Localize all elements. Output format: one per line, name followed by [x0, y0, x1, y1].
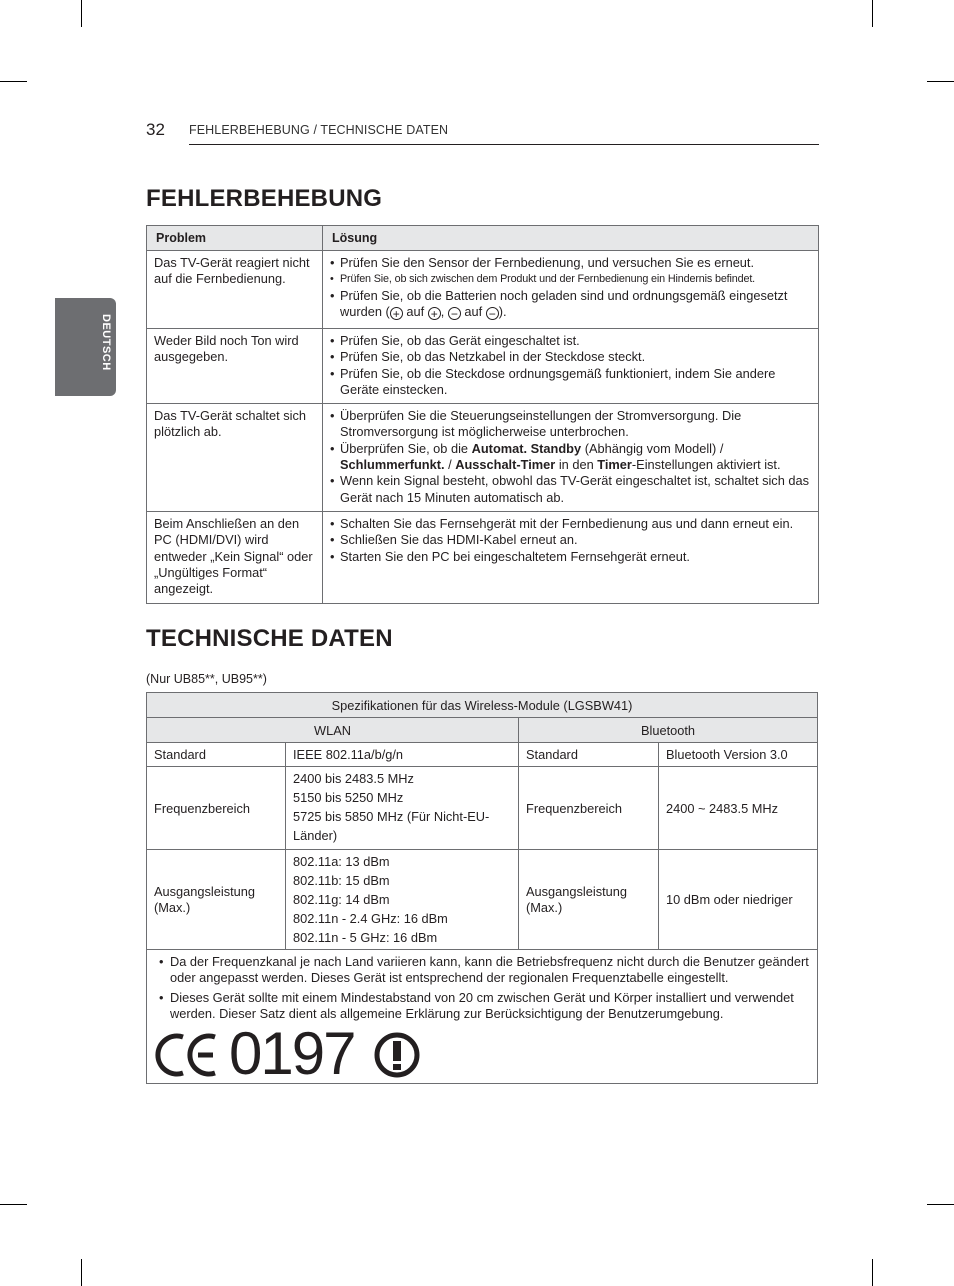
solution-text: ).: [498, 303, 507, 319]
crop-mark: [872, 1259, 873, 1286]
table-row: [147, 404, 819, 512]
menu-term: Automat. Standby: [471, 440, 582, 456]
spec-line: 802.11a: 13 dBm: [293, 854, 390, 869]
notes-cell: [147, 950, 818, 1088]
solution-text: (Abhängig vom Modell) /: [584, 440, 724, 456]
solution-cell: [323, 329, 819, 404]
alert-mark-icon: [373, 1031, 421, 1079]
problem-cell: Das TV-Gerät schaltet sich plötzlich ab.: [147, 404, 323, 512]
column-header-problem: Problem: [147, 226, 323, 251]
column-header-solution: Lösung: [323, 226, 819, 251]
model-note: (Nur UB85**, UB95**): [146, 672, 267, 686]
plus-circle-icon: +: [428, 307, 441, 320]
spec-line: 802.11g: 14 dBm: [293, 892, 390, 907]
crop-mark: [0, 1204, 27, 1205]
solution-cell: [323, 512, 819, 604]
solution-item: • Prüfen Sie den Sensor der Fernbedienung, und versuchen Sie es erneut.: [330, 255, 812, 271]
solution-item: [330, 441, 812, 474]
running-title: FEHLERBEHEBUNG / TECHNISCHE DATEN: [189, 123, 449, 137]
spec-line: 802.11b: 15 dBm: [293, 873, 390, 888]
crop-mark: [81, 0, 82, 27]
solution-cell: [323, 404, 819, 512]
solution-item: • Prüfen Sie, ob das Netzkabel in der Steckdose steckt.: [330, 349, 812, 365]
spec-label: Standard: [147, 743, 286, 767]
spec-label: Frequenzbereich: [519, 767, 659, 850]
spec-label: Standard: [519, 743, 659, 767]
crop-mark: [872, 0, 873, 27]
troubleshooting-table: [146, 225, 819, 604]
problem-cell: Das TV-Gerät reagiert nicht auf die Fernbedienung.: [147, 251, 323, 329]
spec-line: 802.11n - 2.4 GHz: 16 dBm: [293, 911, 448, 926]
solution-item: • Prüfen Sie, ob das Gerät eingeschaltet ist.: [330, 333, 812, 349]
table-row: [147, 850, 818, 950]
spec-label: Ausgangsleistung (Max.): [147, 850, 286, 950]
spec-line: 5725 bis 5850 MHz (Für Nicht-EU-Länder): [293, 809, 490, 843]
wireless-spec-table: [146, 692, 818, 1088]
spec-table-title: Spezifikationen für das Wireless-Module (LGSBW41): [147, 693, 818, 718]
wlan-header: WLAN: [147, 718, 519, 743]
problem-cell: Beim Anschließen an den PC (HDMI/DVI) wird entweder „Kein Signal“ oder „Ungültiges Format“ angezeigt.: [147, 512, 323, 604]
ce-mark-icon: [153, 1029, 223, 1081]
spec-line: 802.11n - 5 GHz: 16 dBm: [293, 930, 438, 945]
section-title-specs: TECHNISCHE DATEN: [146, 625, 393, 652]
language-tab-label: DEUTSCH: [100, 314, 112, 371]
section-title-troubleshooting: FEHLERBEHEBUNG: [146, 185, 383, 212]
note-item: • Dieses Gerät sollte mit einem Mindestabstand von 20 cm zwischen Gerät und Körper installiert und verwendet werden. Dieser Satz dient als allgemeine Erklärung zur Berücksichtigung der Benutzerumgebung.: [159, 990, 809, 1023]
table-row: [147, 950, 818, 1084]
solution-cell: [323, 251, 819, 329]
spec-value: IEEE 802.11a/b/g/n: [286, 743, 519, 767]
table-row: [147, 329, 819, 404]
solution-item: • Überprüfen Sie die Steuerungseinstellungen der Stromversorgung. Die Stromversorgung ist möglicherweise unterbrochen.: [330, 408, 812, 441]
menu-term: Ausschalt-Timer: [455, 457, 556, 473]
table-header-row: [147, 226, 819, 251]
minus-circle-icon: −: [448, 307, 461, 320]
solution-item: • Prüfen Sie, ob sich zwischen dem Produkt und der Fernbedienung ein Hindernis befindet.: [330, 271, 812, 287]
spec-value: 2400 ~ 2483.5 MHz: [659, 767, 818, 850]
certification-marks: [159, 1020, 809, 1088]
solution-text: Prüfen Sie, ob die Batterien noch geladen sind und ordnungsgemäß eingesetzt wurden (: [340, 287, 788, 319]
spec-label: Ausgangsleistung (Max.): [519, 850, 659, 950]
table-row: [147, 767, 818, 850]
spec-line: 5150 bis 5250 MHz: [293, 790, 404, 805]
crop-mark: [81, 1259, 82, 1286]
language-tab: [55, 298, 116, 396]
spec-line: 2400 bis 2483.5 MHz: [293, 771, 414, 786]
problem-cell: Weder Bild noch Ton wird ausgegeben.: [147, 329, 323, 404]
solution-text: auf: [406, 303, 425, 319]
bluetooth-header: Bluetooth: [519, 718, 818, 743]
menu-term: Timer: [597, 457, 632, 473]
menu-term: Schlummerfunkt.: [340, 457, 445, 473]
spec-value: [286, 850, 519, 950]
note-item: • Da der Frequenzkanal je nach Land variieren kann, kann die Betriebsfrequenz nicht durch die Benutzer geändert oder angepasst werden. Dieses Gerät ist entsprechend der regionalen Frequenztabelle eingestellt.: [159, 954, 809, 987]
solution-text: /: [448, 457, 452, 473]
minus-circle-icon: −: [486, 307, 499, 320]
table-row: [147, 251, 819, 329]
notified-body-number: 0197: [229, 1020, 355, 1088]
solution-item: • Prüfen Sie, ob die Batterien noch geladen sind und ordnungsgemäß eingesetzt wurden ( + auf + , − auf − ).: [330, 288, 812, 321]
solution-item: • Prüfen Sie, ob die Steckdose ordnungsgemäß funktioniert, indem Sie andere Geräte einstecken.: [330, 366, 812, 399]
table-row: [147, 743, 818, 767]
crop-mark: [927, 81, 954, 82]
solution-text: Überprüfen Sie, ob die: [340, 440, 469, 456]
header-rule: [189, 144, 819, 145]
plus-circle-icon: +: [390, 307, 403, 320]
spec-label: Frequenzbereich: [147, 767, 286, 850]
solution-text: auf: [464, 303, 483, 319]
table-row: [147, 718, 818, 743]
solution-item: • Schalten Sie das Fernsehgerät mit der Fernbedienung aus und dann erneut ein.: [330, 516, 812, 532]
solution-text: -Einstellungen aktiviert ist.: [631, 457, 781, 473]
solution-item: • Starten Sie den PC bei eingeschaltetem Fernsehgerät erneut.: [330, 549, 812, 565]
spec-value: Bluetooth Version 3.0: [659, 743, 818, 767]
crop-mark: [927, 1204, 954, 1205]
crop-mark: [0, 81, 27, 82]
table-row: [147, 512, 819, 604]
spec-value: [286, 767, 519, 850]
solution-item: • Schließen Sie das HDMI-Kabel erneut an.: [330, 532, 812, 548]
solution-text: in den: [558, 457, 594, 473]
page-number: 32: [146, 120, 165, 139]
solution-item: • Wenn kein Signal besteht, obwohl das TV-Gerät eingeschaltet ist, schaltet sich das Gerät nach 15 Minuten automatisch ab.: [330, 473, 812, 506]
table-row: [147, 693, 818, 718]
spec-value: 10 dBm oder niedriger: [659, 850, 818, 950]
